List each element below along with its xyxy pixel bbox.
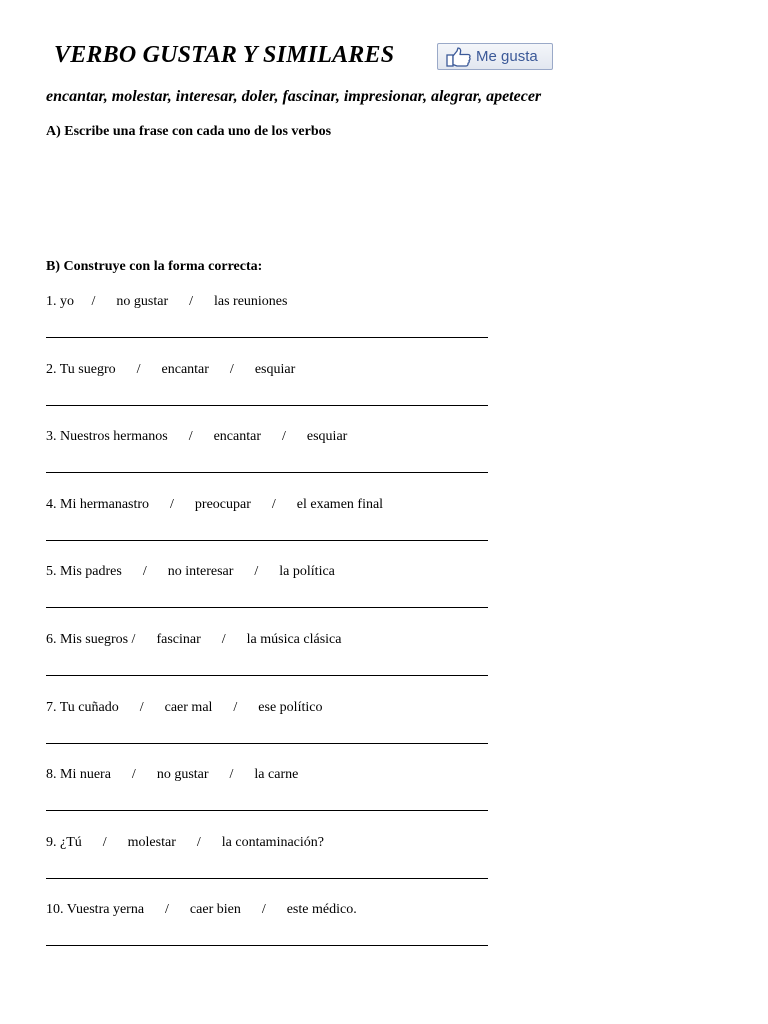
exercise-prompt: 2. Tu suegro / encantar / esquiar [46,361,296,377]
answer-line[interactable] [46,796,488,811]
exercise-prompt: 4. Mi hermanastro / preocupar / el examen final [46,496,384,512]
like-button[interactable] [437,43,553,70]
exercise-prompt: 7. Tu cuñado / caer mal / ese político [46,699,323,715]
exercise-item-5 [46,563,506,631]
exercise-item-10 [46,901,506,969]
verb-list-subtitle: encantar, molestar, interesar, doler, fascinar, impresionar, alegrar, apetecer [46,88,542,105]
page-title: VERBO GUSTAR Y SIMILARES [54,42,395,68]
exercise-item-3 [46,428,506,496]
exercise-item-9 [46,834,506,902]
exercise-prompt: 8. Mi nuera / no gustar / la carne [46,767,299,783]
exercise-list [46,293,506,969]
answer-line[interactable] [46,864,488,879]
exercise-item-6 [46,631,506,699]
answer-line[interactable] [46,526,488,541]
answer-line[interactable] [46,931,488,946]
exercise-item-2 [46,361,506,429]
answer-line[interactable] [46,323,488,338]
section-b-heading: B) Construye con la forma correcta: [46,259,263,274]
exercise-item-1 [46,293,506,361]
exercise-prompt: 3. Nuestros hermanos / encantar / esquiar [46,429,348,445]
answer-line[interactable] [46,391,488,406]
exercise-prompt: 9. ¿Tú / molestar / la contaminación? [46,834,324,850]
exercise-prompt: 10. Vuestra yerna / caer bien / este médico. [46,902,357,918]
exercise-prompt: 5. Mis padres / no interesar / la política [46,564,335,580]
answer-line[interactable] [46,458,488,473]
exercise-prompt: 1. yo / no gustar / las reuniones [46,294,288,309]
answer-line[interactable] [46,661,488,676]
exercise-item-8 [46,766,506,834]
answer-line[interactable] [46,593,488,608]
thumbs-up-icon [446,47,472,67]
section-a-heading: A) Escribe una frase con cada uno de los verbos [46,124,332,139]
exercise-item-4 [46,496,506,564]
answer-line[interactable] [46,729,488,744]
exercise-item-7 [46,699,506,767]
exercise-prompt: 6. Mis suegros / fascinar / la música clásica [46,631,342,647]
like-button-label: Me gusta [476,48,538,65]
